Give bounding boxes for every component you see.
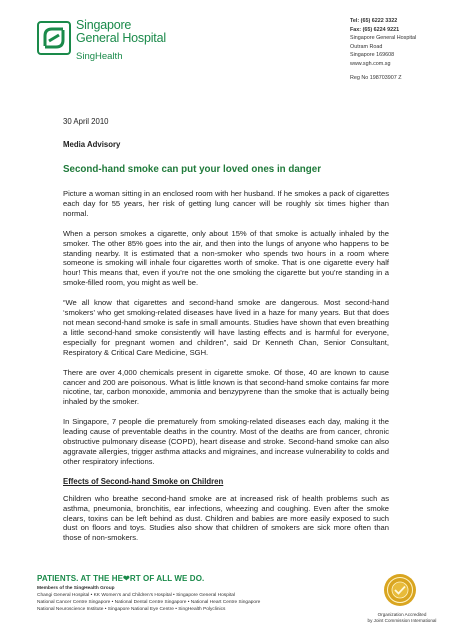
article-body <box>63 189 389 553</box>
address-line-3: Singapore 169608 <box>350 52 395 59</box>
slogan: PATIENTS. AT THE HE❤RT OF ALL WE DO. <box>37 574 205 583</box>
section-heading: Effects of Second-hand Smoke on Children <box>63 476 224 486</box>
paragraph: When a person smokes a cigarette, only about 15% of that smoke is actually inhaled by the smoker. The other 85% goes into the air, and then into the lungs of anyone who happens to be standing nearby. It is estimated that a non-smoker who spends two hours in a room where someone is smoking will inhale four cigarettes worth of smoke. That is one cigarette every half hour! This means that, even if you’re not the one smoking the cigarette but you’re standing in a smoke-filled room, you might as well be. <box>63 228 389 288</box>
paragraph: Picture a woman sitting in an enclosed room with her husband. If he smokes a pack of cigarettes each day for 55 years, her risk of getting lung cancer will be roughly six times higher than normal. <box>63 189 389 218</box>
sgh-logo <box>37 19 166 62</box>
address-line-2: Outram Road <box>350 43 383 50</box>
paragraph: “We all know that cigarettes and second-hand smoke are dangerous. Most second-hand ‘smokers’ who get smoking-related diseases have lived in a haze for many years. But that does not mean second-hand smoke is safe in small amounts. Studies have shown that even breathing a little second-hand smoke consistently will have lasting effects and is harmful for everyone, especially for pregnant women and children”, said Dr Kenneth Chan, Senior Consultant, Respiratory & Critical Care Medicine, SGH. <box>63 298 389 357</box>
members-heading: Members of the SingHealth Group <box>37 586 115 591</box>
org-group-name: SingHealth <box>76 51 123 62</box>
footer <box>37 574 377 613</box>
accreditation-caption <box>357 612 447 624</box>
members-line: Changi General Hospital • KK Women’s and Children’s Hospital • Singapore General Hospital <box>37 593 236 598</box>
registration-number: Reg No 198703907 Z <box>350 74 402 81</box>
release-date: 30 April 2010 <box>63 117 109 126</box>
org-name-line1: Singapore <box>76 18 132 32</box>
fax: Fax: (65) 6224 9221 <box>350 26 400 33</box>
address-line-1: Singapore General Hospital <box>350 35 417 42</box>
paragraph: Children who breathe second-hand smoke are at increased risk of health problems such as asthma, pneumonia, bronchitis, ear infections, wheezing and coughing. Even after the smoke clears, toxins can be left behind as dust. Children and babies are more easily exposed to such dust on floors and toys. Studies also show that children of smokers are sick more often than those of non-smokers. <box>63 493 389 543</box>
members-line: National Neuroscience Institute • Singapore National Eye Centre • SingHealth Polyclinics <box>37 607 226 612</box>
headline: Second-hand smoke can put your loved ones in danger <box>63 164 322 175</box>
telephone: Tel: (65) 6222 3322 <box>350 18 398 24</box>
contact-block <box>350 17 450 82</box>
paragraph: In Singapore, 7 people die prematurely from smoking-related diseases each day, making it the leading cause of preventable deaths in the country. Most of the deaths are from cancer, chronic obstructive pulmonary disease (COPD), heart disease and stroke. Second-hand smoke can also aggravate allergies, trigger asthma attacks and migraines, and increase vulnerability to colds and other respiratory infections. <box>63 417 389 466</box>
accreditation-line: by Joint Commission International <box>367 618 437 623</box>
paragraph: There are over 4,000 chemicals present in cigarette smoke. Of those, 40 are known to cause cancer and 200 are poisonous. What is little known is that second-hand smoke contains far more nicotine, tar, carbon monoxide, ammonia and benzypyrene than the smoke that is actually being inhaled by the smoker. <box>63 367 389 407</box>
accreditation-line: Organization Accredited <box>377 612 427 617</box>
sgh-logo-icon <box>37 21 71 55</box>
org-name-line2: General Hospital <box>76 31 166 45</box>
document-label: Media Advisory <box>63 140 121 149</box>
jci-seal-icon <box>383 573 417 607</box>
members-line: National Cancer Centre Singapore • National Dental Centre Singapore • National Heart Centre Singapore <box>37 600 261 605</box>
website: www.sgh.com.sg <box>350 60 391 67</box>
